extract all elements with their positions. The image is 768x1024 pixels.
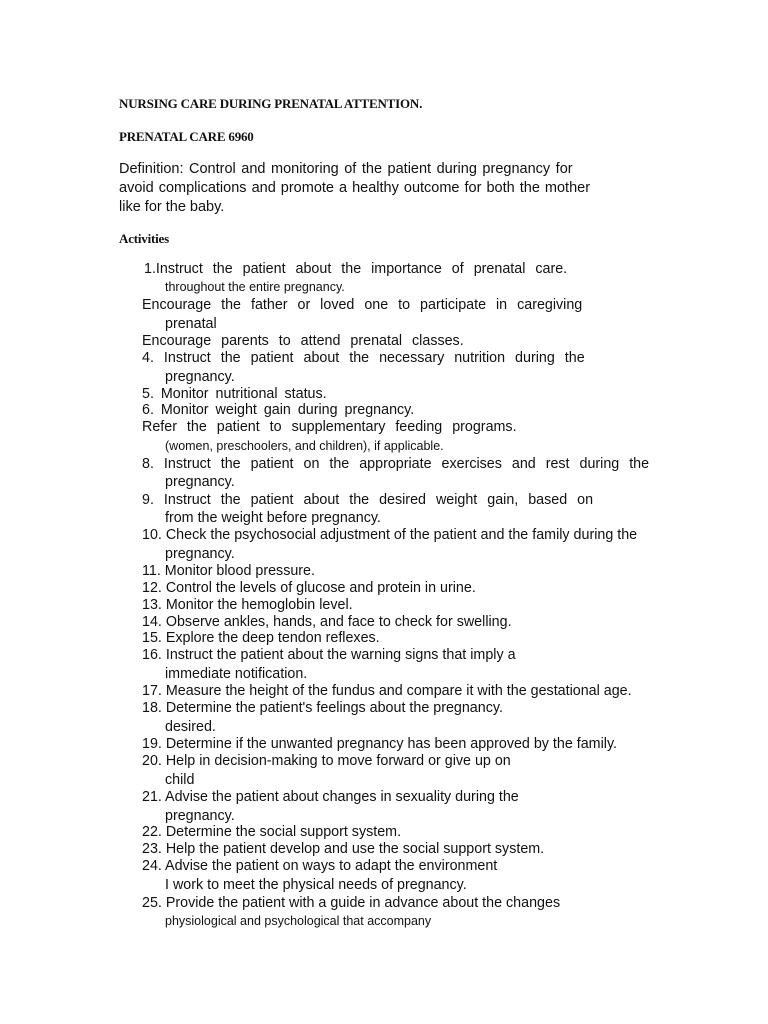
list-item-continuation: immediate notification.: [165, 666, 308, 682]
list-item: 10. Check the psychosocial adjustment of the patient and the family during the: [142, 527, 638, 543]
list-item: 1.Instruct the patient about the importance of prenatal care.: [144, 261, 568, 277]
list-item-continuation: I work to meet the physical needs of pregnancy.: [165, 877, 467, 893]
definition-line: Definition: Control and monitoring of the patient during pregnancy for: [119, 161, 573, 177]
list-item: 4. Instruct the patient about the necessary nutrition during the: [142, 350, 585, 366]
list-item-continuation: prenatal: [165, 316, 217, 332]
document-title: NURSING CARE DURING PRENATAL ATTENTION.: [119, 96, 423, 111]
list-item: 8. Instruct the patient on the appropriate exercises and rest during the: [142, 456, 650, 472]
list-item-continuation: desired.: [165, 719, 216, 735]
list-item-continuation: child: [165, 772, 195, 788]
list-item: 15. Explore the deep tendon reflexes.: [142, 630, 380, 646]
list-item-continuation: throughout the entire pregnancy.: [165, 280, 345, 294]
list-item: 16. Instruct the patient about the warning signs that imply a: [142, 647, 516, 663]
list-item-continuation: pregnancy.: [165, 808, 235, 824]
activities-heading: Activities: [119, 231, 169, 246]
list-item-continuation: from the weight before pregnancy.: [165, 510, 381, 526]
list-item: 11. Monitor blood pressure.: [142, 563, 315, 579]
list-item: Encourage parents to attend prenatal classes.: [142, 333, 464, 349]
list-item: 25. Provide the patient with a guide in advance about the changes: [142, 895, 561, 911]
definition-paragraph: [119, 160, 639, 217]
list-item: Encourage the father or loved one to participate in caregiving: [142, 297, 583, 313]
list-item-continuation: pregnancy.: [165, 369, 235, 385]
definition-line: avoid complications and promote a healthy outcome for both the mother: [119, 180, 591, 196]
list-item: 12. Control the levels of glucose and protein in urine.: [142, 580, 476, 596]
list-item-continuation: (women, preschoolers, and children), if applicable.: [165, 439, 444, 453]
list-item: 14. Observe ankles, hands, and face to check for swelling.: [142, 614, 512, 630]
list-item-continuation: physiological and psychological that accompany: [165, 914, 432, 928]
list-item: 17. Measure the height of the fundus and compare it with the gestational age.: [142, 683, 632, 699]
document-subtitle: PRENATAL CARE 6960: [119, 129, 254, 144]
list-item: 22. Determine the social support system.: [142, 824, 402, 840]
definition-line: like for the baby.: [119, 199, 225, 215]
list-item: 18. Determine the patient's feelings about the pregnancy.: [142, 700, 503, 716]
list-item-continuation: pregnancy.: [165, 546, 235, 562]
list-item: 9. Instruct the patient about the desired weight gain, based on: [142, 492, 594, 508]
list-item: 6. Monitor weight gain during pregnancy.: [142, 402, 415, 418]
list-item: 21. Advise the patient about changes in sexuality during the: [142, 789, 519, 805]
list-item: 20. Help in decision-making to move forward or give up on: [142, 753, 511, 769]
list-item-continuation: pregnancy.: [165, 474, 235, 490]
list-item: 13. Monitor the hemoglobin level.: [142, 597, 353, 613]
list-item: 5. Monitor nutritional status.: [142, 386, 327, 402]
list-item: 23. Help the patient develop and use the social support system.: [142, 841, 545, 857]
list-item: 19. Determine if the unwanted pregnancy has been approved by the family.: [142, 736, 618, 752]
list-item: Refer the patient to supplementary feeding programs.: [142, 419, 517, 435]
list-item: 24. Advise the patient on ways to adapt the environment: [142, 858, 498, 874]
